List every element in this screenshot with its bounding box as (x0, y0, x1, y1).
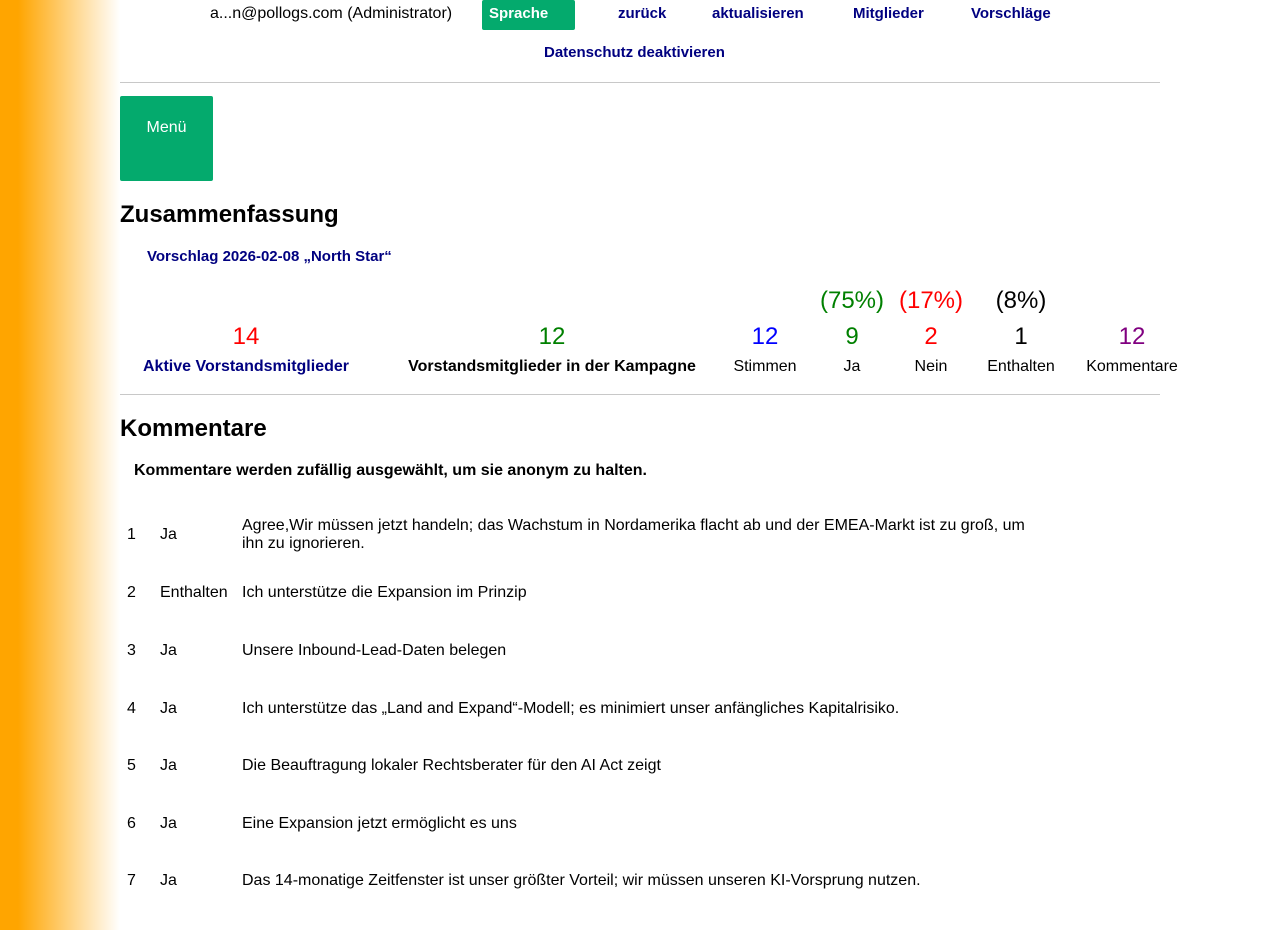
comment-index: 4 (127, 700, 136, 717)
stat-board-in-campaign (402, 287, 702, 387)
user-label: a...n@pollogs.com (Administrator) (210, 5, 453, 22)
comment-index: 2 (127, 584, 136, 601)
comment-text: Die Beauftragung lokaler Rechtsberater für den AI Act zeigt (242, 757, 661, 774)
stat-label: Vorstandsmitglieder in der Kampagne (408, 358, 696, 375)
comment-index: 3 (127, 642, 136, 659)
stat-label: Stimmen (733, 358, 797, 375)
stat-percent: (75%) (819, 287, 885, 314)
comment-row (120, 621, 1040, 679)
comment-text: Eine Expansion jetzt ermöglicht es uns (242, 815, 517, 832)
nav-members-link[interactable]: Mitglieder (853, 5, 924, 22)
stat-value: 12 (751, 323, 779, 350)
comment-vote: Ja (160, 757, 177, 774)
stat-active-board-members (132, 287, 360, 387)
language-button[interactable]: Sprache (482, 0, 575, 30)
comment-text: Unsere Inbound-Lead-Daten belegen (242, 642, 507, 659)
divider (120, 394, 1160, 395)
comment-index: 7 (127, 872, 136, 889)
comment-index: 1 (127, 526, 136, 543)
stat-value: 9 (845, 323, 859, 350)
sidebar-gradient (0, 0, 120, 930)
comment-row (120, 795, 1040, 853)
comment-row (120, 853, 1040, 911)
comment-vote: Ja (160, 642, 177, 659)
comment-text: Ich unterstütze die Expansion im Prinzip (242, 584, 527, 601)
comment-text: Agree,Wir müssen jetzt handeln; das Wachstum in Nordamerika flacht ab und der EMEA-Markt ist zu groß, um ihn zu ignorieren. (242, 517, 1025, 552)
nav-proposals-link[interactable]: Vorschläge (971, 5, 1051, 22)
divider (120, 82, 1160, 83)
comment-row (120, 737, 1040, 795)
top-bar (120, 0, 1160, 30)
disable-privacy-link[interactable]: Datenschutz deaktivieren (544, 44, 725, 61)
stat-label-link[interactable]: Aktive Vorstandsmitglieder (143, 358, 349, 375)
comment-vote: Ja (160, 526, 177, 543)
stat-value: 2 (924, 323, 938, 350)
stat-value: 12 (538, 323, 566, 350)
stat-percent: (8%) (995, 287, 1047, 314)
stat-label: Nein (914, 358, 948, 375)
nav-refresh-link[interactable]: aktualisieren (712, 5, 804, 22)
comment-vote: Ja (160, 872, 177, 889)
comments-table (120, 505, 1040, 911)
nav-back-link[interactable]: zurück (618, 5, 667, 22)
stat-value: 1 (1014, 323, 1028, 350)
stat-percent: (17%) (898, 287, 964, 314)
menu-button[interactable]: Menü (120, 96, 213, 181)
summary-title: Zusammenfassung (120, 201, 339, 228)
stat-votes (725, 287, 805, 387)
comment-vote: Enthalten (160, 584, 228, 601)
comments-title: Kommentare (120, 415, 267, 442)
stat-yes (817, 287, 887, 387)
stat-value: 14 (232, 323, 260, 350)
comment-row (120, 679, 1040, 737)
stat-label: Ja (843, 358, 861, 375)
stat-comments (1082, 287, 1182, 387)
stat-label: Enthalten (987, 358, 1055, 375)
comment-row (120, 563, 1040, 621)
comments-anonymity-note: Kommentare werden zufällig ausgewählt, um sie anonym zu halten. (134, 462, 647, 479)
comment-text: Ich unterstütze das „Land and Expand“-Modell; es minimiert unser anfängliches Kapitalrisiko. (242, 700, 900, 717)
comment-vote: Ja (160, 700, 177, 717)
stat-abstain (981, 287, 1061, 387)
comment-vote: Ja (160, 815, 177, 832)
comment-index: 5 (127, 757, 136, 774)
comment-row (120, 505, 1040, 563)
proposal-link[interactable]: Vorschlag 2026-02-08 „North Star“ (147, 248, 392, 265)
stat-label: Kommentare (1086, 358, 1178, 375)
stat-value: 12 (1118, 323, 1146, 350)
comment-text: Das 14-monatige Zeitfenster ist unser größter Vorteil; wir müssen unseren KI-Vorsprung nutzen. (242, 872, 921, 889)
stat-no (896, 287, 966, 387)
comment-index: 6 (127, 815, 136, 832)
